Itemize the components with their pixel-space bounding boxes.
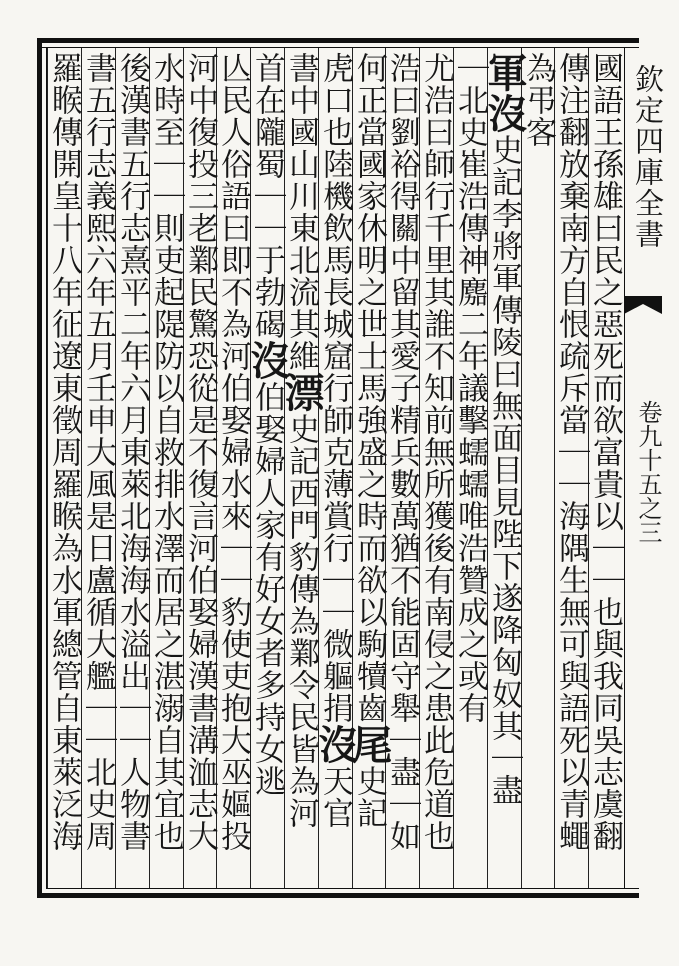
column-text: 水時至｜｜則吏起隄防以自救排水澤而居之湛溺自其宜也: [148, 52, 184, 852]
column-text: 後漢書五行志熹平二年六月東萊北海海水溢出｜｜人物書: [114, 52, 150, 852]
frame-top-border: [37, 38, 639, 43]
column-text: 史記李將軍傳陵曰無面目見陛下遂降匈奴其｜盡: [486, 134, 522, 806]
column-text: 史記: [351, 765, 387, 829]
column-text: 首在隴蜀｜｜于勃碣: [249, 52, 285, 340]
headword-large-character: 漂: [278, 372, 325, 413]
headword-large-character: 沒: [244, 340, 291, 381]
column-text: 虎口也陸機飲馬長城窟行師克薄賞行｜｜微軀捐: [317, 52, 353, 724]
column-text: 伯娶婦人家有好女者多持女逃: [249, 381, 285, 797]
column-text: 何正當國家休明之世士馬強盛之時而欲以駒犢齒: [351, 52, 387, 724]
column-text: 客: [520, 116, 556, 148]
column-text: 天官: [317, 765, 353, 829]
column-text: 傳注翻放棄南方自恨疏斥當｜｜海隅生無可與語死以青蠅: [553, 52, 589, 852]
text-column: [43, 52, 85, 886]
column-text: 書中國山川東北流其維: [283, 52, 319, 372]
column-text: 浩曰劉裕得關中留其愛子精兵數萬猶不能固守舉｜盡｜如: [384, 52, 420, 852]
column-text: 史記西門豹傳為鄴令民皆為河: [283, 413, 319, 829]
headword-large-character: 沒: [312, 724, 359, 765]
headword-large-character: 尾: [346, 724, 393, 765]
column-text: 河中復投三老鄴民驚恐從是不復言河伯娶婦漢書溝洫志大: [182, 52, 218, 852]
column-text: 亾民人俗語曰即不為河伯娶婦水來｜｜豹使吏抱大巫嫗投: [215, 52, 251, 852]
block-heart-title: 欽定四庫全書: [631, 64, 665, 250]
frame-bottom-inner-border: [46, 888, 639, 889]
frame-top-inner-border: [37, 47, 639, 48]
column-text: 羅睺傳開皇十八年征遼東徵周羅睺為水軍總管自東萊泛海: [46, 52, 82, 852]
column-text: ｜北史崔浩傳神䴥二年議擊蠕蠕唯浩贊成之或有: [452, 52, 488, 724]
fish-tail-mark-icon: [624, 296, 662, 314]
frame-left-border: [37, 38, 42, 898]
column-text: 為弔: [520, 52, 556, 116]
block-heart-chapter: 卷九十五之三: [634, 400, 662, 544]
column-text: 國語王孫雄曰民之惡死而欲富貴以｜｜也與我同吳志虞翻: [587, 52, 623, 852]
column-text: 書五行志義熙六年五月壬申大風是日盧循大艦｜｜北史周: [80, 52, 116, 852]
frame-bottom-border: [37, 893, 639, 898]
column-text: 尤浩曰師行千里其誰不知前無所獲後有南侵之患此危道也: [418, 52, 454, 852]
headword-large-character: 軍沒: [481, 52, 528, 134]
